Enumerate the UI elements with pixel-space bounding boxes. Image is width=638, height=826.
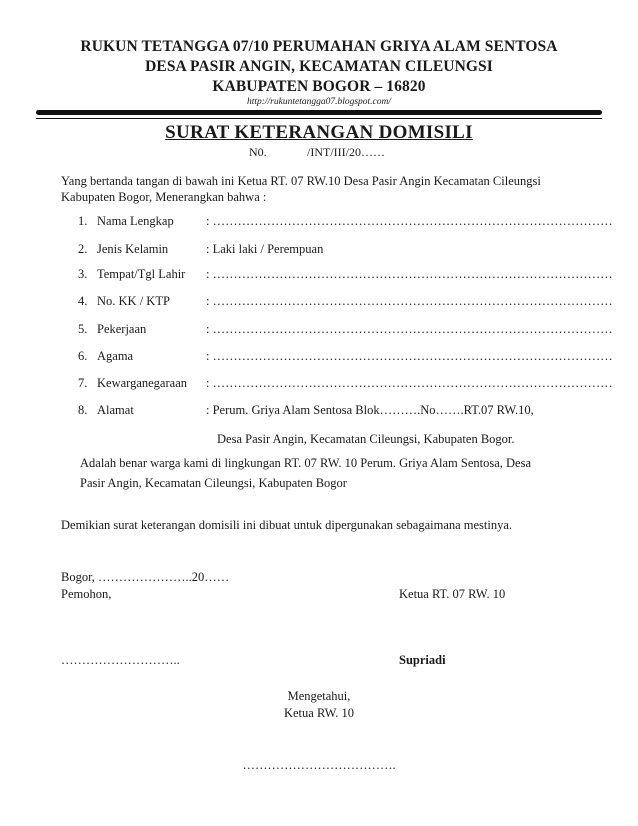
intro-line-1: Yang bertanda tangan di bawah ini Ketua RT. 07 RW.10 Desa Pasir Angin Kecamatan Cileungsi [61, 174, 541, 188]
field-number: 6. [78, 349, 88, 363]
field-value-nama: : …………………………………………………………………………………… [206, 214, 613, 228]
field-value-alamat: : Perum. Griya Alam Sentosa Blok……….No…….RT.07 RW.10, [206, 403, 534, 417]
header-divider-thick [36, 110, 602, 115]
applicant-signature-line: ……………………….. [61, 653, 180, 667]
rt-head-name: Supriadi [399, 653, 446, 667]
field-number: 8. [78, 403, 88, 417]
field-number: 5. [78, 322, 88, 336]
nomor-suffix: /INT/III/20…… [307, 145, 385, 159]
field-label-nama: Nama Lengkap [97, 214, 174, 228]
field-number: 3. [78, 267, 88, 281]
field-number: 4. [78, 294, 88, 308]
field-value-agama: : …………………………………………………………………………………… [206, 349, 613, 363]
field-label-jenis-kelamin: Jenis Kelamin [97, 242, 169, 256]
intro-line-2: Kabupaten Bogor, Menerangkan bahwa : [61, 190, 267, 204]
nomor-prefix: N0. [249, 145, 267, 159]
field-value-pekerjaan: : …………………………………………………………………………………… [206, 322, 613, 336]
field-value-ttl: : …………………………………………………………………………………… [206, 267, 613, 281]
field-value-alamat-line-2: Desa Pasir Angin, Kecamatan Cileungsi, Kabupaten Bogor. [217, 432, 515, 446]
field-label-kk-ktp: No. KK / KTP [97, 294, 170, 308]
field-label-ttl: Tempat/Tgl Lahir [97, 267, 186, 281]
place-date: Bogor, …………………..20…… [61, 570, 230, 584]
field-value-kewarganegaraan: : …………………………………………………………………………………… [206, 376, 613, 390]
statement-line-2: Pasir Angin, Kecamatan Cileungsi, Kabupaten Bogor [80, 476, 347, 490]
field-number: 1. [78, 214, 88, 228]
header-line-3: KABUPATEN BOGOR – 16820 [212, 78, 426, 95]
rt-head-title: Ketua RT. 07 RW. 10 [399, 587, 506, 601]
field-label-pekerjaan: Pekerjaan [97, 322, 147, 336]
field-label-alamat: Alamat [97, 403, 134, 417]
header-url: http://rukuntetangga07.blogspot.com/ [246, 97, 392, 107]
mengetahui-label: Mengetahui, [287, 689, 351, 703]
closing-sentence: Demikian surat keterangan domisili ini dibuat untuk dipergunakan sebagaimana mestinya. [61, 518, 513, 532]
rw-head-title: Ketua RW. 10 [283, 706, 355, 720]
header-line-1: RUKUN TETANGGA 07/10 PERUMAHAN GRIYA ALAM SENTOSA [80, 38, 558, 55]
header-line-2: DESA PASIR ANGIN, KECAMATAN CILEUNGSI [145, 58, 493, 75]
field-value-jenis-kelamin: : Laki laki / Perempuan [206, 242, 324, 256]
field-label-kewarganegaraan: Kewarganegaraan [97, 376, 187, 390]
header-divider-thin [36, 118, 602, 119]
field-value-kk-ktp: : …………………………………………………………………………………… [206, 294, 613, 308]
statement-line-1: Adalah benar warga kami di lingkungan RT. 07 RW. 10 Perum. Griya Alam Sentosa, Desa [80, 456, 532, 470]
field-label-agama: Agama [97, 349, 134, 363]
field-number: 7. [78, 376, 88, 390]
rw-signature-line: ………………………………. [242, 758, 396, 772]
document-title: SURAT KETERANGAN DOMISILI [165, 122, 473, 143]
field-number: 2. [78, 242, 88, 256]
applicant-title: Pemohon, [61, 587, 112, 601]
